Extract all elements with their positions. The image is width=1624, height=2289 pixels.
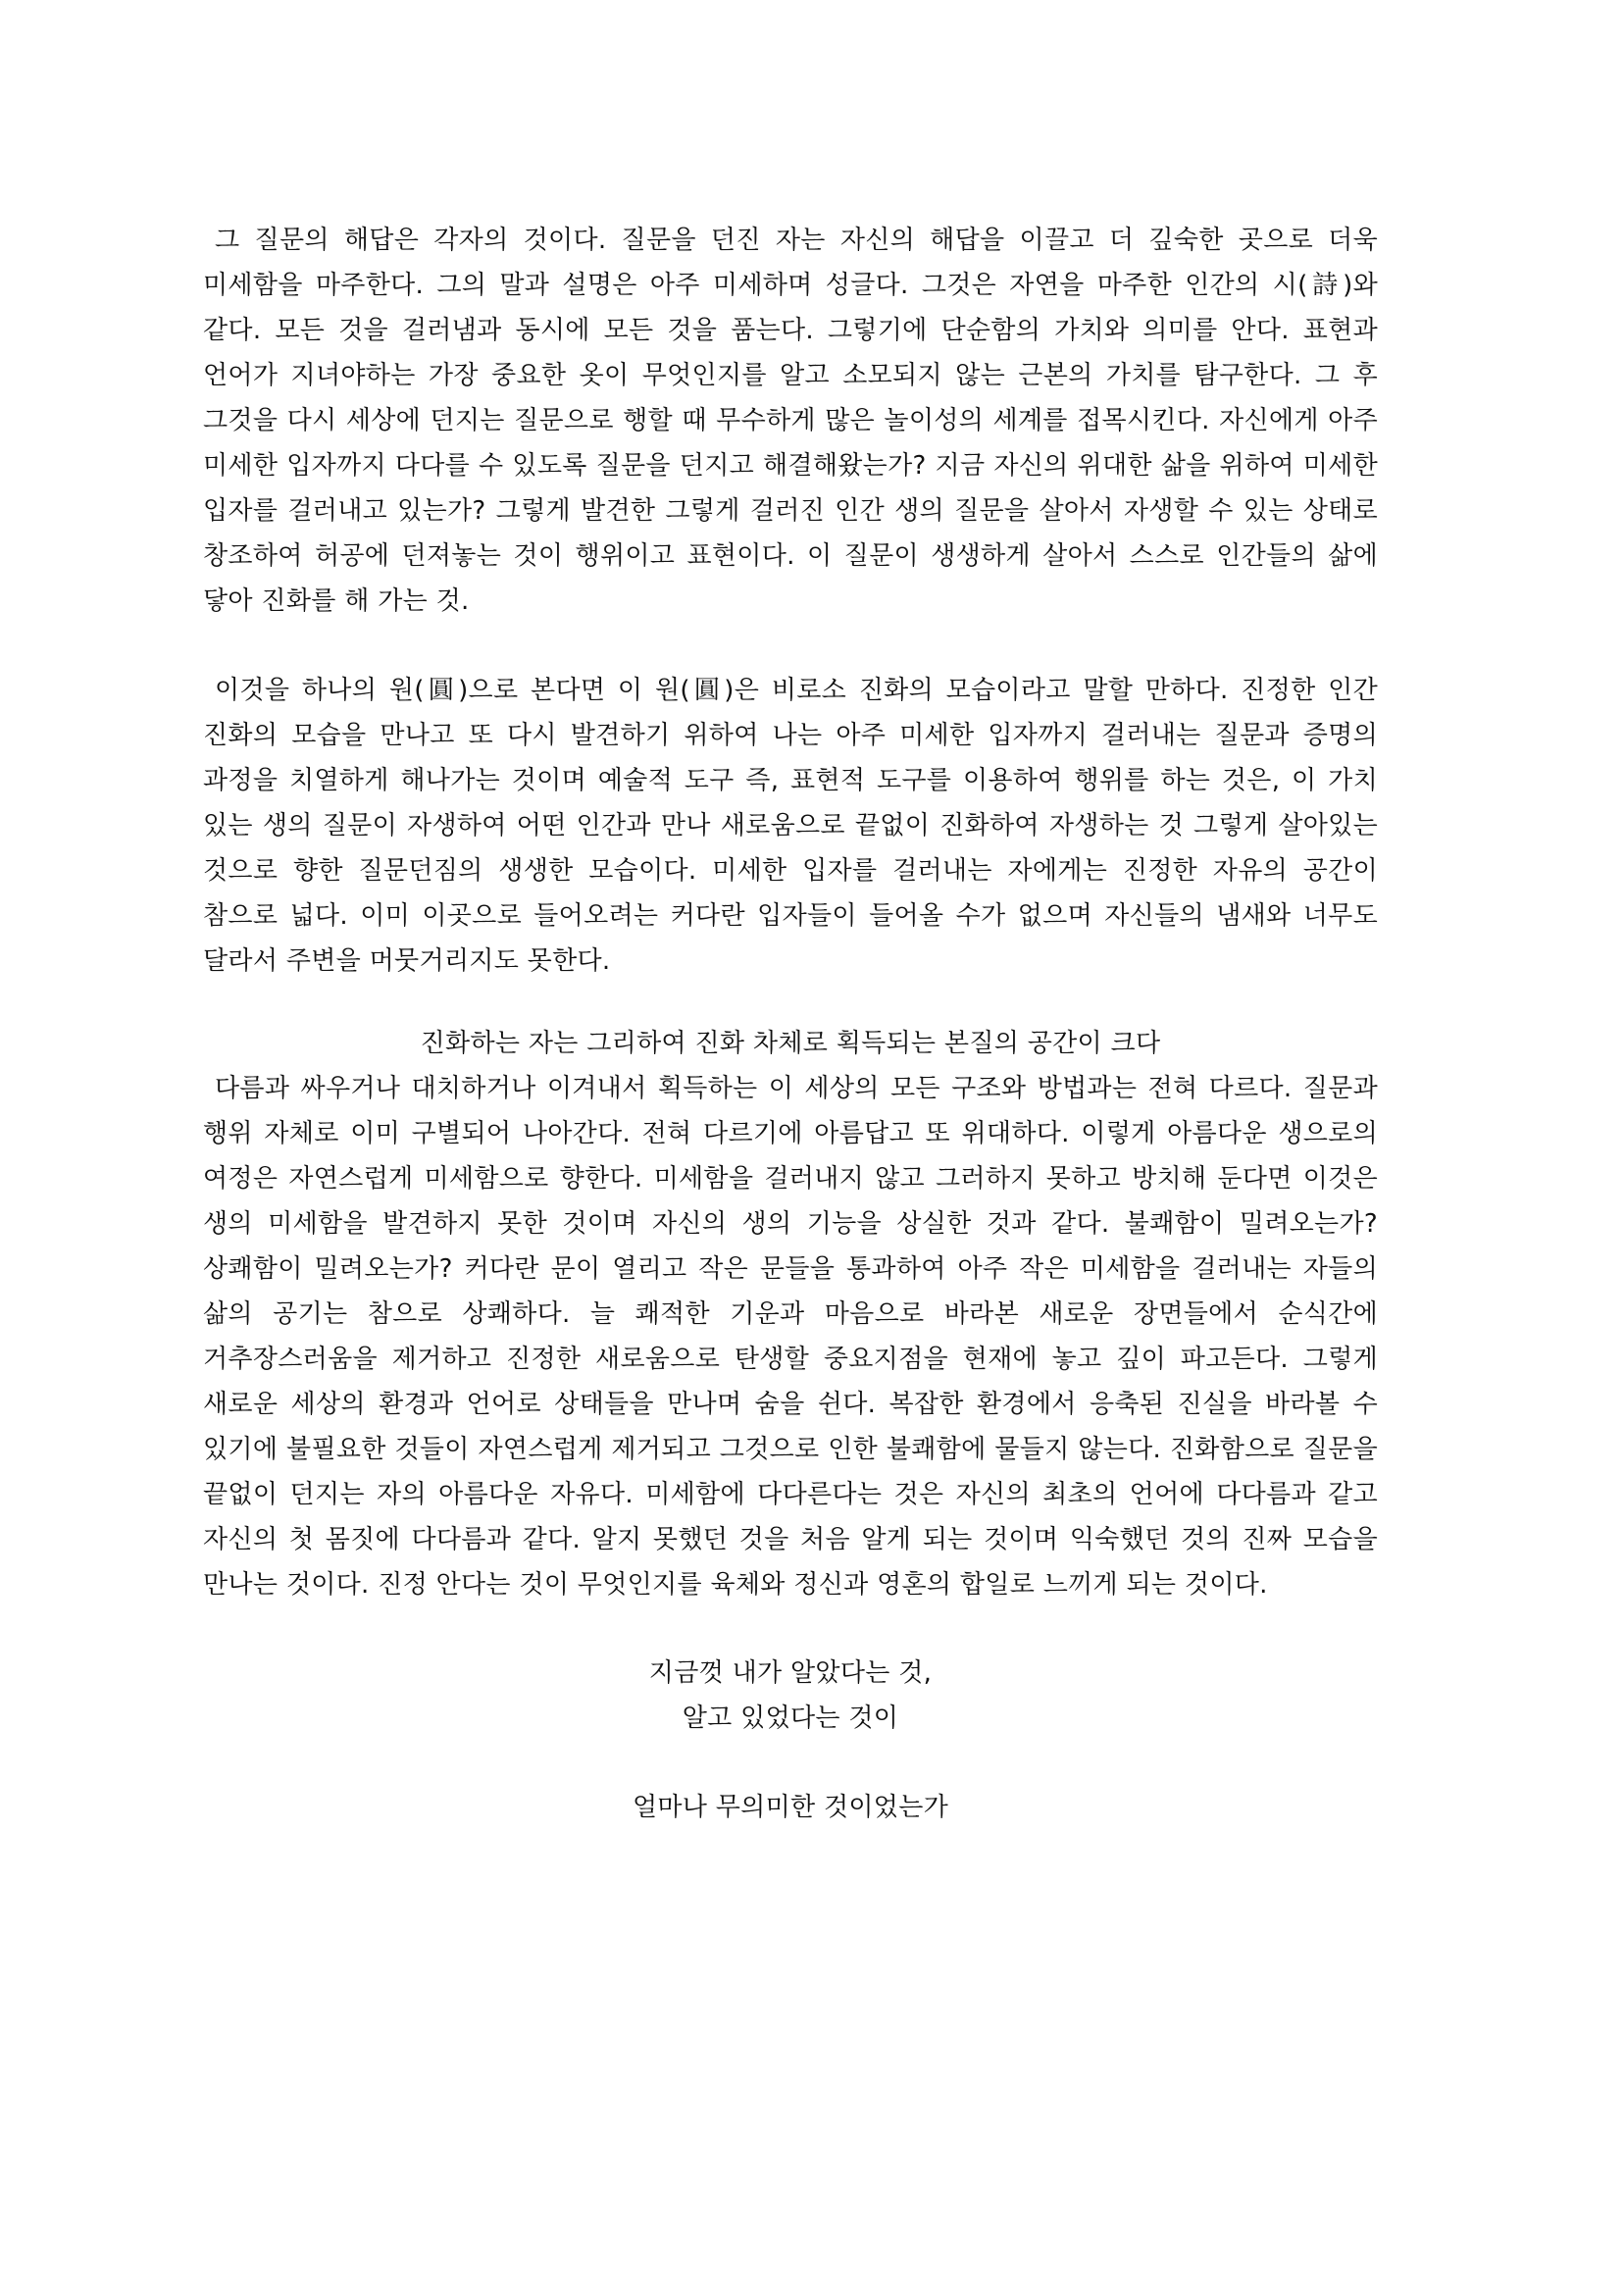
paragraph-1: 그 질문의 해답은 각자의 것이다. 질문을 던진 자는 자신의 해답을 이끌고 더 깊숙한 곳으로 더욱 미세함을 마주한다. 그의 말과 설명은 아주 미세하며 성글다. 그것은 자연을 마주한 인간의 시(詩)와 같다. 모든 것을 걸러냄과 동시에 모든 것을 품는다. 그렇기에 단순함의 가치와 의미를 안다. 표현과 언어가 지녀야하는 가장 중요한 옷이 무엇인지를 알고 소모되지 않는 근본의 가치를 탐구한다. 그 후 그것을 다시 세상에 던지는 질문으로 행할 때 무수하게 많은 놀이성의 세계를 접목시킨다. 자신에게 아주 미세한 입자까지 다다를 수 있도록 질문을 던지고 해결해왔는가? 지금 자신의 위대한 삶을 위하여 미세한 입자를 걸러내고 있는가? 그렇게 발견한 그렇게 걸러진 인간 생의 질문을 살아서 자생할 수 있는 상태로 창조하여 허공에 던져놓는 것이 행위이고 표현이다. 이 질문이 생생하게 살아서 스스로 인간들의 삶에 닿아 진화를 해 가는 것. [203, 226, 1378, 616]
centered-statement: 진화하는 자는 그리하여 진화 차체로 획득되는 본질의 공간이 크다 [420, 1029, 1161, 1058]
document-page [203, 218, 1378, 1830]
paragraph-2: 이것을 하나의 원(圓)으로 본다면 이 원(圓)은 비로소 진화의 모습이라고 말할 만하다. 진정한 인간 진화의 모습을 만나고 또 다시 발견하기 위하여 나는 아주 미세한 입자까지 걸러내는 질문과 증명의 과정을 치열하게 해나가는 것이며 예술적 도구 즉, 표현적 도구를 이용하여 행위를 하는 것은, 이 가치 있는 생의 질문이 자생하여 어떤 인간과 만나 새로움으로 끝없이 진화하여 자생하는 것 그렇게 살아있는 것으로 향한 질문던짐의 생생한 모습이다. 미세한 입자를 걸러내는 자에게는 진정한 자유의 공간이 참으로 넓다. 이미 이곳으로 들어오려는 커다란 입자들이 들어올 수가 없으며 자신들의 냄새와 너무도 달라서 주변을 머뭇거리지도 못한다. [203, 676, 1378, 976]
poem-line-3: 얼마나 무의미한 것이었는가 [632, 1793, 949, 1822]
poem [203, 1651, 1378, 1830]
poem-spacer [203, 1741, 1378, 1785]
poem-line-2: 알고 있었다는 것이 [682, 1704, 899, 1733]
poem-line-1: 지금껏 내가 알았다는 것, [648, 1658, 933, 1688]
paragraph-3: 다름과 싸우거나 대치하거나 이겨내서 획득하는 이 세상의 모든 구조와 방법과는 전혀 다르다. 질문과 행위 자체로 이미 구별되어 나아간다. 전혀 다르기에 아름답고 또 위대하다. 이렇게 아름다운 생으로의 여정은 자연스럽게 미세함으로 향한다. 미세함을 걸러내지 않고 그러하지 못하고 방치해 둔다면 이것은 생의 미세함을 발견하지 못한 것이며 자신의 생의 기능을 상실한 것과 같다. 불쾌함이 밀려오는가? 상쾌함이 밀려오는가? 커다란 문이 열리고 작은 문들을 통과하여 아주 작은 미세함을 걸러내는 자들의 삶의 공기는 참으로 상쾌하다. 늘 쾌적한 기운과 마음으로 바라본 새로운 장면들에서 순식간에 거추장스러움을 제거하고 진정한 새로움으로 탄생할 중요지점을 현재에 놓고 깊이 파고든다. 그렇게 새로운 세상의 환경과 언어로 상태들을 만나며 숨을 쉰다. 복잡한 환경에서 응축된 진실을 바라볼 수 있기에 불필요한 것들이 자연스럽게 제거되고 그것으로 인한 불쾌함에 물들지 않는다. 진화함으로 질문을 끝없이 던지는 자의 아름다운 자유다. 미세함에 다다른다는 것은 자신의 최초의 언어에 다다름과 같고 자신의 첫 몸짓에 다다름과 같다. 알지 못했던 것을 처음 알게 되는 것이며 익숙했던 것의 진짜 모습을 만나는 것이다. 진정 안다는 것이 무엇인지를 육체와 정신과 영혼의 합일로 느끼게 되는 것이다. [203, 1074, 1378, 1600]
